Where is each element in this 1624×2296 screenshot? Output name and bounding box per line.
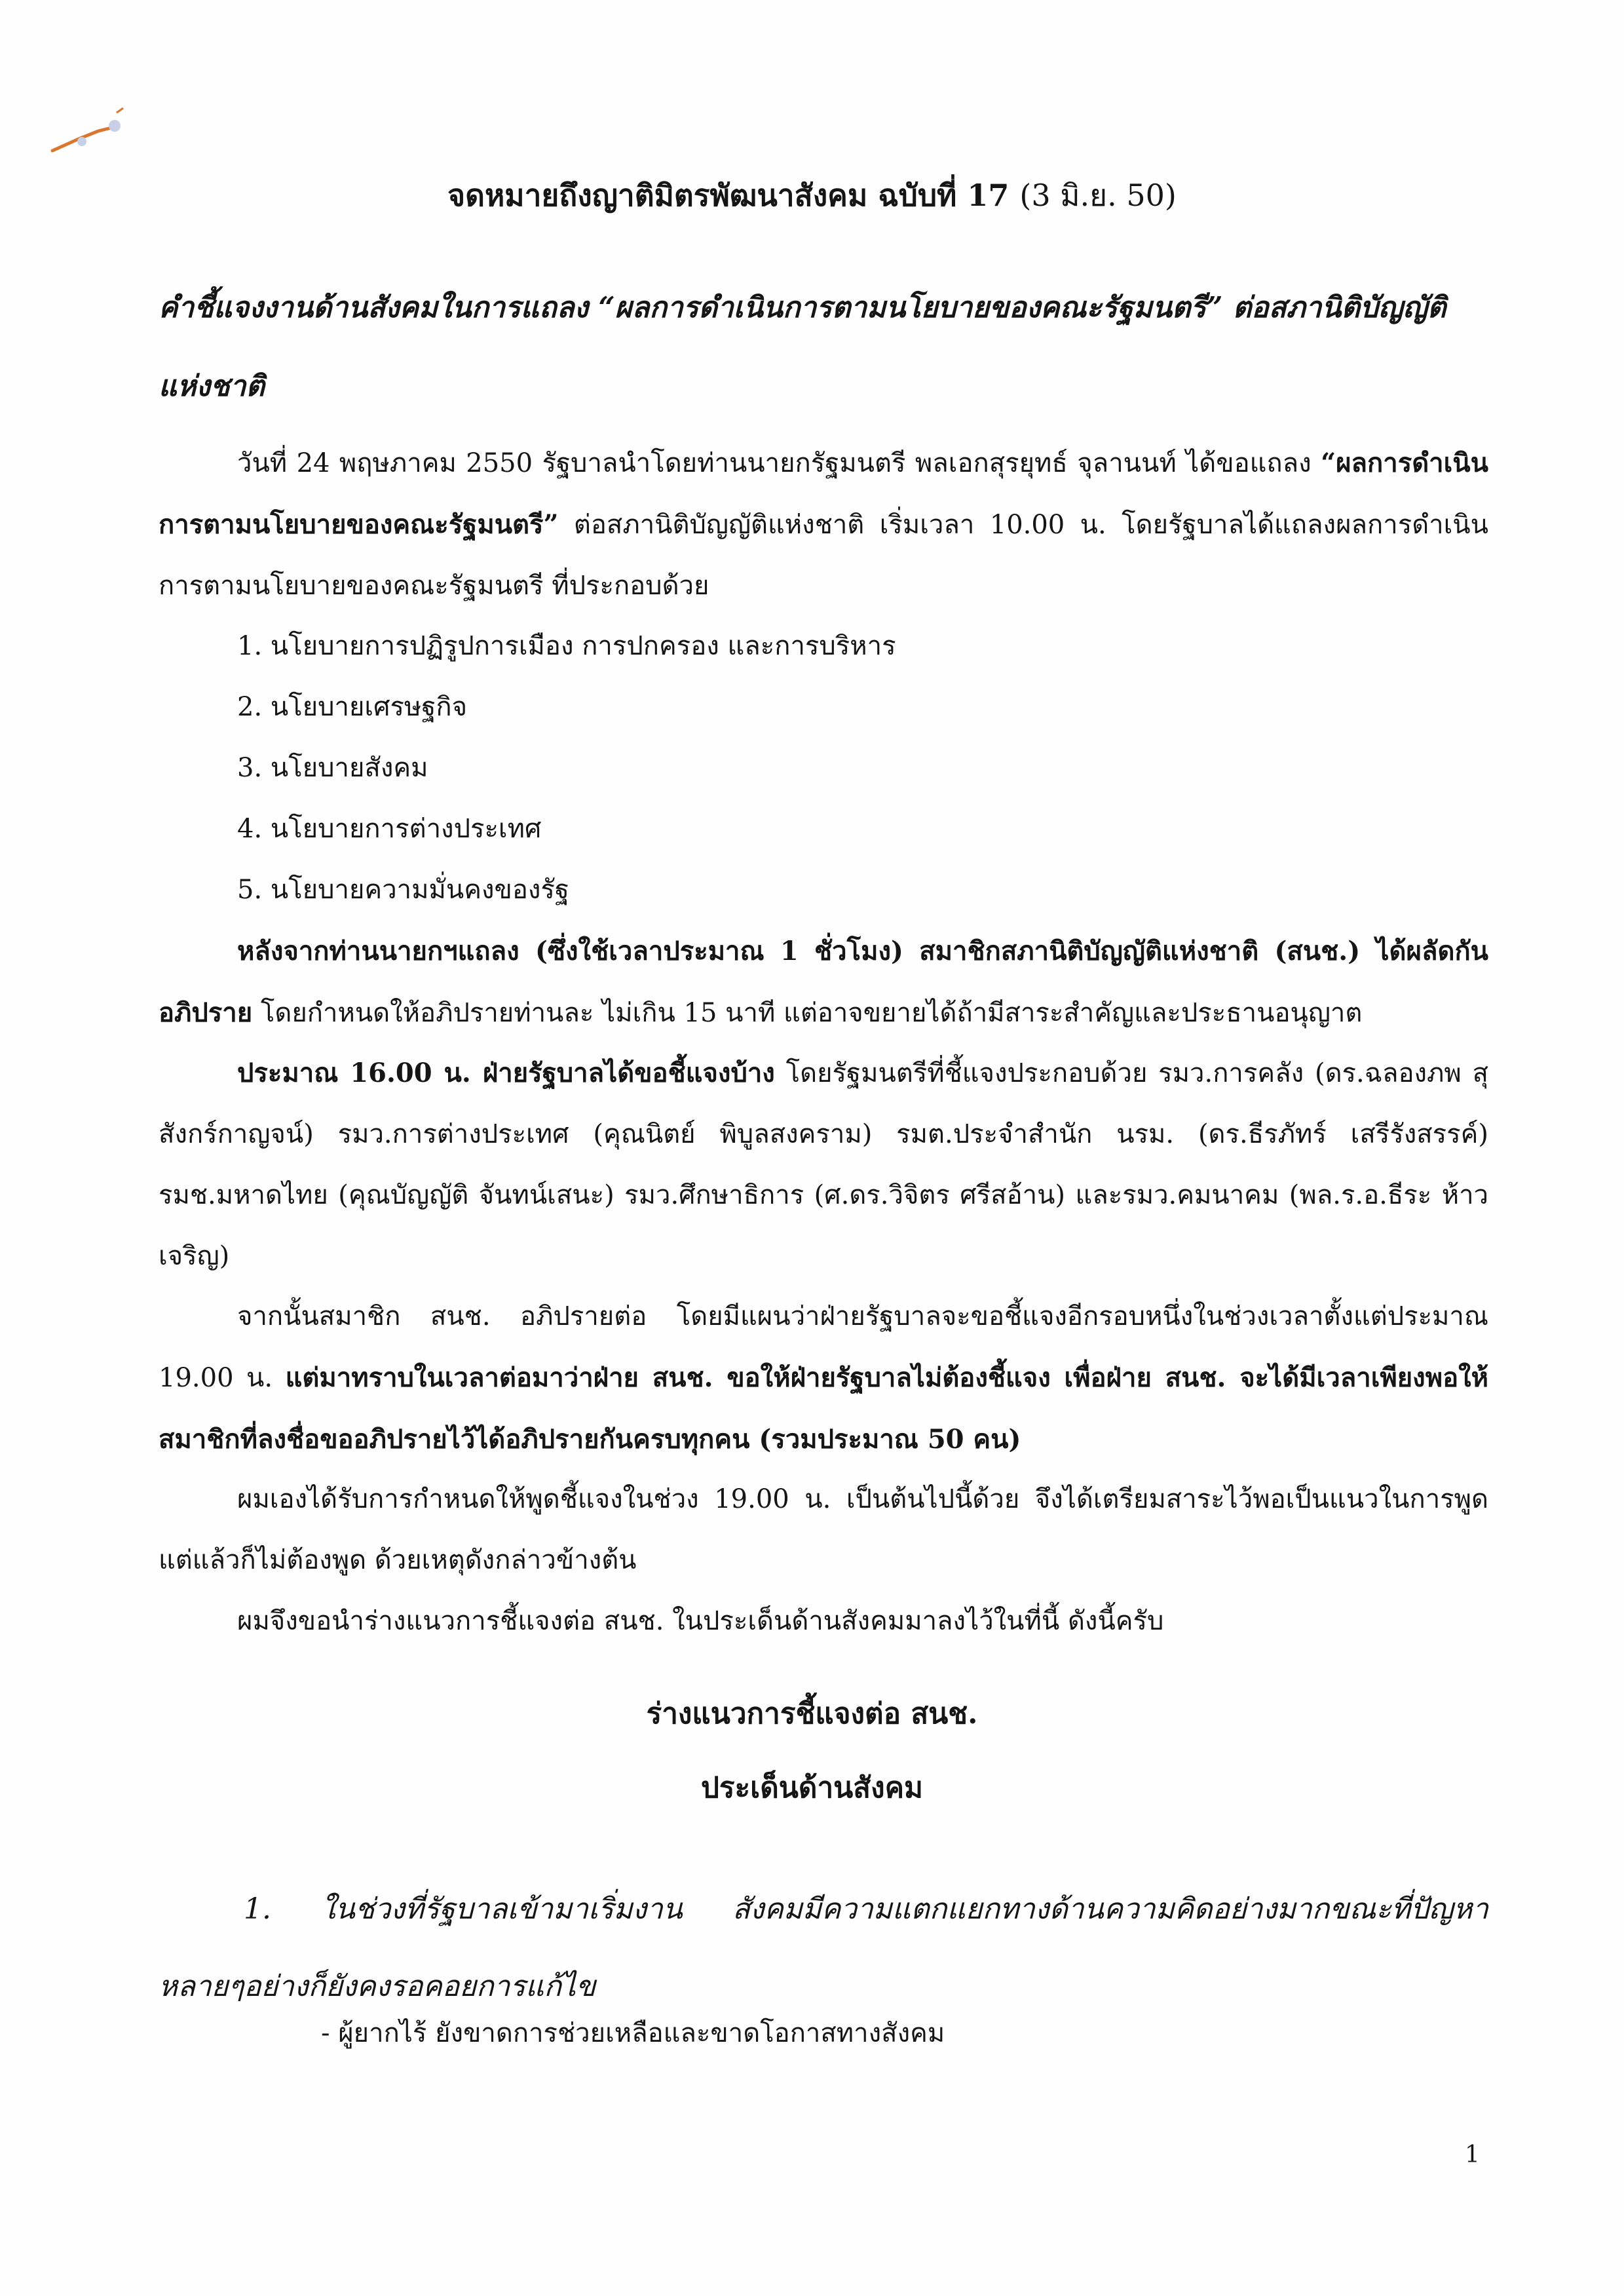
bullet-item: - ผู้ยากไร้ ยังขาดการช่วยเหลือและขาดโอกาสทางสังคม (321, 2018, 945, 2048)
paragraph-intro (159, 432, 1488, 617)
author-text: ผมเองได้รับการกำหนดให้พูดชี้แจงในช่วง 19.00 น. เป็นต้นไปนี้ด้วย จึงได้เตรียมสาระไว้พอเป็นแนวในการพูด แต่แล้วก็ไม่ต้องพูด ด้วยเหตุดังกล่าวข้างต้น (159, 1484, 1488, 1575)
ministers-text-bold: ประมาณ 16.00 น. ฝ่ายรัฐบาลได้ขอชี้แจงบ้าง (237, 1058, 775, 1088)
policy-item: 5. นโยบายความมั่นคงของรัฐ (237, 875, 569, 905)
policy-item: 3. นโยบายสังคม (237, 753, 428, 783)
schedule-text-bold: แต่มาทราบในเวลาต่อมาว่าฝ่าย สนช. ขอให้ฝ่ายรัฐบาลไม่ต้องชี้แจง เพื่อฝ่าย สนช. จะได้มีเวลาเพียงพอให้สมาชิกที่ลงชื่อขออภิปรายไว้ได้อภิปรายกันครบทุกคน (รวมประมาณ 50 คน) (159, 1362, 1489, 1455)
paragraph-ministers (159, 1043, 1488, 1287)
document-title (0, 172, 1624, 220)
page-number: 1 (1465, 2141, 1480, 2168)
intro-text-bold: “ผลการดำเนินการตามนโยบายของคณะรัฐมนตรี” (159, 448, 1488, 540)
schedule-text: จากนั้นสมาชิก สนช. อภิปรายต่อ โดยมีแผนว่าฝ่ายรัฐบาลจะขอชี้แจงอีกรอบหนึ่งในช่วงเวลาตั้งแต่ประมาณ 19.00 น. (159, 1301, 1488, 1393)
title-text: จดหมายถึงญาติมิตรพัฒนาสังคม ฉบับที่ 17 (447, 178, 1010, 213)
closing-text: ผมจึงขอนำร่างแนวการชี้แจงต่อ สนช. ในประเด็นด้านสังคมมาลงไว้ในที่นี้ ดังนี้ครับ (237, 1606, 1164, 1636)
policy-item: 4. นโยบายการต่างประเทศ (237, 814, 542, 844)
paragraph-closing (159, 1591, 1488, 1652)
debate-text: โดยกำหนดให้อภิปรายท่านละ ไม่เกิน 15 นาที แต่อาจขยายได้ถ้ามีสาระสำคัญและประธานอนุญาต (252, 998, 1363, 1028)
document-subtitle: คำชี้แจงงานด้านสังคมในการแถลง “ผลการดำเนินการตามนโยบายของคณะรัฐมนตรี” ต่อสภานิติบัญญัติแห่งชาติ (159, 291, 1446, 403)
intro-text-a: วันที่ 24 พฤษภาคม 2550 รัฐบาลนำโดยท่านนายกรัฐมนตรี พลเอกสุรยุทธ์ จุลานนท์ ได้ขอแถลง (237, 448, 1321, 478)
intro-text-c: ต่อสภานิติบัญญัติแห่งชาติ เริ่มเวลา 10.00 น. โดยรัฐบาลได้แถลงผลการดำเนินการตามนโยบายของคณะรัฐมนตรี ที่ประกอบด้วย (159, 510, 1488, 601)
policy-list (237, 616, 896, 921)
scan-smudge-icon (39, 98, 138, 164)
policy-item: 2. นโยบายเศรษฐกิจ (237, 692, 468, 722)
section-subheading: ประเด็นด้านสังคม (700, 1771, 924, 1805)
section-heading: ร่างแนวการชี้แจงต่อ สนช. (646, 1697, 978, 1731)
paragraph-author (159, 1469, 1488, 1591)
paragraph-schedule (159, 1286, 1488, 1470)
policy-item: 1. นโยบายการปฏิรูปการเมือง การปกครอง และการบริหาร (237, 631, 896, 661)
debate-text-bold: หลังจากท่านนายกฯแถลง (ซึ่งใช้เวลาประมาณ 1 ชั่วโมง) สมาชิกสภานิติบัญญัติแห่งชาติ (สนช.) ได้ผลัดกันอภิปราย (159, 936, 1488, 1028)
section-item-text: 1. ในช่วงที่รัฐบาลเข้ามาเริ่มงาน สังคมมีความแตกแยกทางด้านความคิดอย่างมากขณะที่ปัญหาหลายๆอย่างก็ยังคงรอคอยการแก้ไข (159, 1892, 1488, 2003)
ministers-text: โดยรัฐมนตรีที่ชี้แจงประกอบด้วย รมว.การคลัง (ดร.ฉลองภพ สุสังกร์กาญจน์) รมว.การต่างประเทศ (คุณนิตย์ พิบูลสงคราม) รมต.ประจำสำนัก นรม. (ดร.ธีรภัทร์ เสรีรังสรรค์) รมช.มหาดไทย (คุณบัญญัติ จันทน์เสนะ) รมว.ศึกษาธิการ (ศ.ดร.วิจิตร ศรีสอ้าน) และรมว.คมนาคม (พล.ร.อ.ธีระ ห้าวเจริญ) (159, 1058, 1488, 1271)
title-date: (3 มิ.ย. 50) (1019, 178, 1177, 213)
section-item-1 (159, 1871, 1488, 2025)
paragraph-debate (159, 921, 1488, 1044)
